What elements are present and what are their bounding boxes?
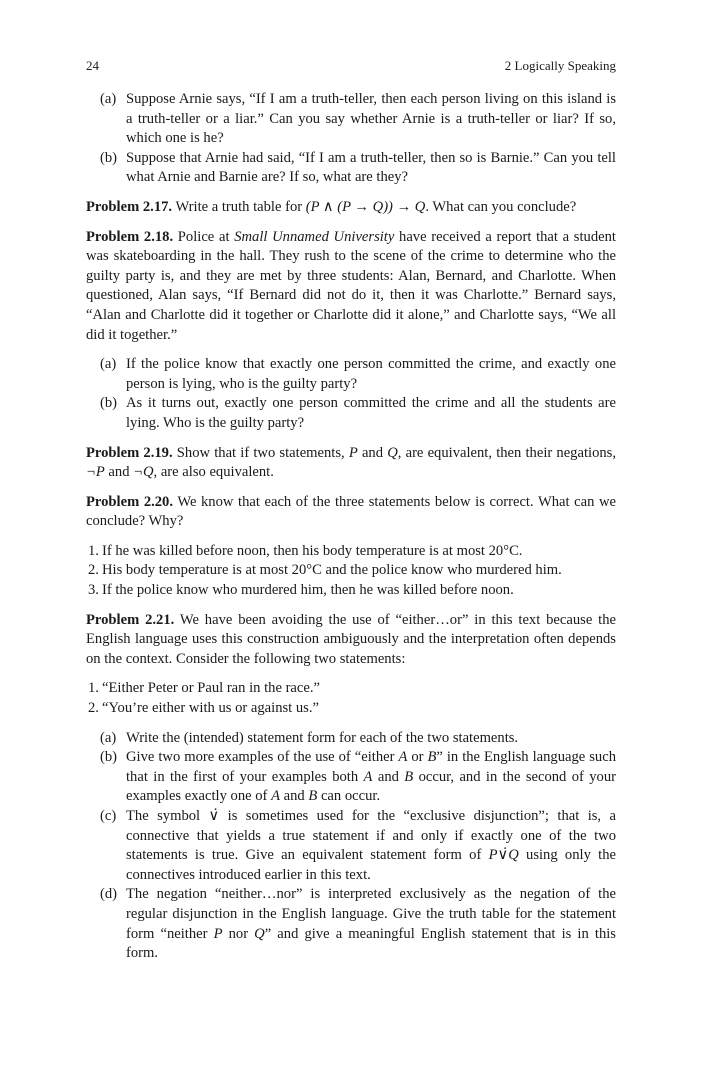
problem-text: Police at xyxy=(173,228,235,245)
problem-text: We know that each of the three statements below is correct. What can we conclude? Why? xyxy=(86,493,616,530)
problem-2-21-subparts xyxy=(86,729,616,964)
math-var: ¬Q xyxy=(133,464,154,481)
item-marker: (a) xyxy=(100,729,117,746)
math-var: A xyxy=(363,768,373,785)
list-item xyxy=(86,542,616,562)
item-text: Give two more examples of the use of “either xyxy=(126,749,399,766)
running-title: 2 Logically Speaking xyxy=(504,58,616,73)
math-var: A xyxy=(398,749,408,766)
list-item xyxy=(86,699,616,719)
problem-label: Problem 2.21. xyxy=(86,611,175,628)
list-item xyxy=(86,394,616,433)
list-item xyxy=(86,885,616,963)
list-item xyxy=(86,581,616,601)
problem-text: Show that if two statements, xyxy=(172,444,349,461)
formula: P∨̇Q xyxy=(488,847,519,864)
problem-label: Problem 2.19. xyxy=(86,444,173,461)
item-text: is sometimes used for the “exclusive disjunction”; that is, a connective that yields a true statement if and only if exactly one of the two statements is true. Give an equivalent statement form of xyxy=(126,808,616,864)
item-text: nor xyxy=(222,925,255,942)
item-text: can occur. xyxy=(317,788,381,805)
item-marker: 2. xyxy=(88,562,99,579)
item-marker: (d) xyxy=(100,886,118,903)
math-var: B xyxy=(308,788,318,805)
item-text: ” in the English language such that in the first of your examples both xyxy=(126,749,616,785)
item-marker: 1. xyxy=(88,542,99,559)
math-var: Q xyxy=(254,925,265,942)
problem-2-17 xyxy=(86,198,616,218)
item-text: The symbol xyxy=(126,808,209,824)
problem-text: , are equivalent, then their negations, xyxy=(397,444,616,461)
item-text: Suppose Arnie says, “If I am a truth-teller, then each person living on this island is a truth-teller or a liar.” Can you say whether Arnie is a truth-teller or liar? If so, which one is he? xyxy=(126,91,616,147)
problem-2-20 xyxy=(86,493,616,532)
formula: (P ∧ (P → Q)) → Q xyxy=(305,198,426,215)
problem-text: have received a report that a student was skateboarding in the hall. They rush to the scene of the crime to determine who the guilty party is, and they are met by three students: Alan, Bernard, and Charlotte. When questioned, Alan says, “If Bernard did not do it, then it was Charlotte.” Bernard says, “Alan and Charlotte did it together or Charlotte did it alone,” and Charlotte says, “We all did it together.” xyxy=(86,228,616,343)
item-marker: 3. xyxy=(88,582,99,599)
item-marker: (a) xyxy=(100,356,117,373)
item-marker: (a) xyxy=(100,91,117,107)
math-var: P xyxy=(348,444,358,461)
list-item xyxy=(86,149,616,188)
problem-text: , are also equivalent. xyxy=(153,464,274,481)
item-text: “Either Peter or Paul ran in the race.” xyxy=(102,680,320,697)
item-text: The negation “neither…nor” is interpreted exclusively as the negation of the regular disjunction in the English language. Give the truth table for the statement form “neither xyxy=(126,886,616,942)
problem-2-18 xyxy=(86,228,616,346)
item-text: “You’re either with us or against us.” xyxy=(102,700,319,717)
item-marker: (b) xyxy=(100,149,118,166)
problem-text: . What can you conclude? xyxy=(425,198,577,215)
page-header xyxy=(86,56,616,76)
item-text: If the police know that exactly one person committed the crime, and exactly one person is lying, who is the guilty party? xyxy=(126,356,616,392)
exclusive-or-symbol: ∨̇ xyxy=(208,808,220,824)
problem-2-20-statements xyxy=(86,542,616,601)
item-text: and xyxy=(372,768,405,785)
problem-text: Write a truth table for xyxy=(172,198,306,215)
math-var: A xyxy=(271,788,280,805)
item-marker: (b) xyxy=(100,395,118,412)
page-body xyxy=(86,90,616,974)
math-var: B xyxy=(427,749,437,766)
problem-text: We have been avoiding the use of “either…or” in this text because the English language uses this construction ambiguously and the interpretation often depends on the context. Consider the following two statements: xyxy=(86,611,616,667)
continued-subparts-list xyxy=(86,90,616,188)
item-text: and xyxy=(280,788,309,805)
list-item xyxy=(86,90,616,149)
item-marker: (b) xyxy=(100,749,118,766)
problem-label: Problem 2.17. xyxy=(86,198,173,215)
problem-2-18-subparts xyxy=(86,355,616,433)
item-marker: 2. xyxy=(88,700,99,717)
list-item xyxy=(86,355,616,394)
item-text: using only the connectives introduced earlier in this text. xyxy=(126,847,616,883)
page-number: 24 xyxy=(86,58,99,73)
item-text: ” and give a meaningful English statement that is in this form. xyxy=(126,925,616,962)
math-var: Q xyxy=(387,444,398,461)
math-var: B xyxy=(404,768,414,785)
problem-label: Problem 2.20. xyxy=(86,493,174,510)
item-text: occur, and in the second of your examples exactly one of xyxy=(126,768,616,805)
problem-text: and xyxy=(104,464,134,481)
problem-label: Problem 2.18. xyxy=(86,228,174,245)
item-text: As it turns out, exactly one person committed the crime and all the students are lying. Who is the guilty party? xyxy=(126,395,616,431)
item-text: Suppose that Arnie had said, “If I am a truth-teller, then so is Barnie.” Can you tell what Arnie and Barnie are? If so, what are they? xyxy=(126,149,616,186)
math-var: ¬P xyxy=(86,464,105,481)
problem-2-21-statements xyxy=(86,679,616,718)
item-marker: 1. xyxy=(88,680,99,697)
item-text: or xyxy=(407,749,428,766)
item-text: If he was killed before noon, then his body temperature is at most 20°C. xyxy=(102,542,523,559)
problem-2-19 xyxy=(86,444,616,483)
list-item xyxy=(86,679,616,699)
item-text: If the police know who murdered him, then he was killed before noon. xyxy=(102,582,514,599)
list-item xyxy=(86,561,616,581)
list-item xyxy=(86,807,616,885)
item-marker: (c) xyxy=(100,808,117,824)
item-text: Write the (intended) statement form for each of the two statements. xyxy=(126,729,519,746)
item-text: His body temperature is at most 20°C and the police know who murdered him. xyxy=(102,562,562,579)
problem-2-21 xyxy=(86,611,616,670)
university-name: Small Unnamed University xyxy=(234,228,395,245)
math-var: P xyxy=(213,925,223,942)
problem-text: and xyxy=(357,444,388,461)
list-item xyxy=(86,748,616,807)
list-item xyxy=(86,729,616,749)
